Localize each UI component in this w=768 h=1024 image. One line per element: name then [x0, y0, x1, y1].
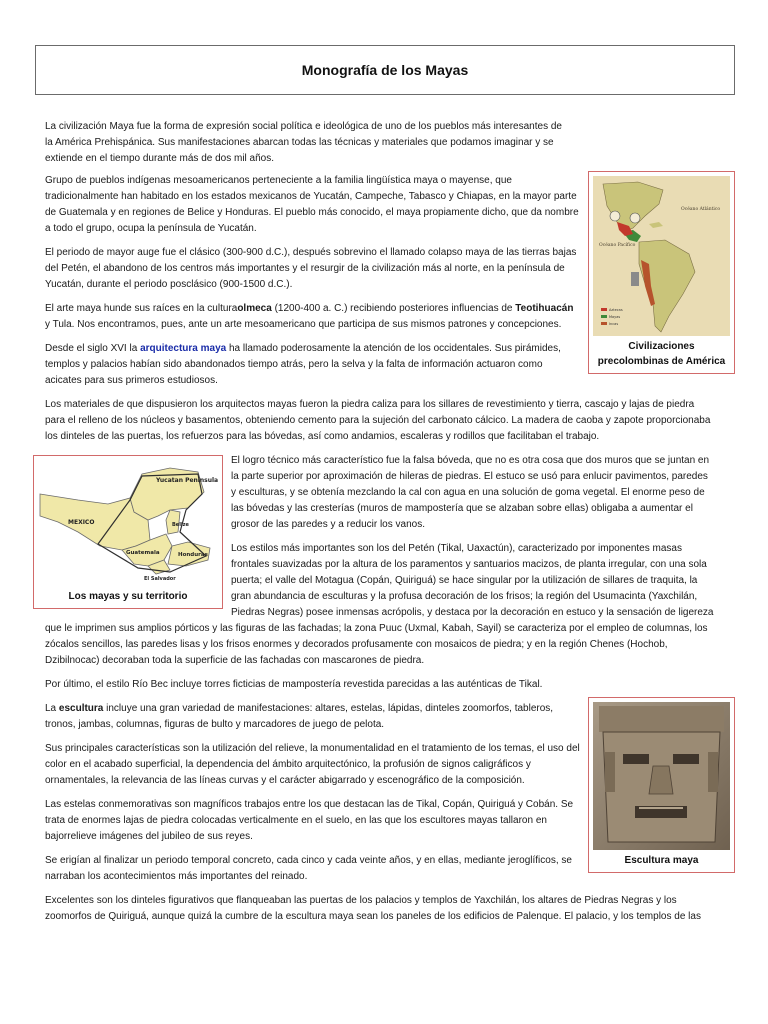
maya-sculpture-icon [593, 702, 730, 850]
term-escultura: escultura [58, 703, 104, 714]
figure-america-map [588, 171, 735, 374]
paragraph-estelas: Las estelas conmemorativas son magníficos trabajos entre los que destacan las de Tikal, Copán, Quiriguá y Cobán. Se trata de enormes lajas de piedra colocadas verticalmente en el suelo, en las que los escultores mayas tallaron en bajorrelieve imágenes del jubileo de sus reyes. [45, 799, 574, 842]
page-title: Monografía de los Mayas [301, 62, 469, 78]
map-americas-icon [593, 176, 730, 336]
paragraph-materiales: Los materiales de que dispusieron los arquitectos mayas fueron la piedra caliza para los sillares de revestimiento y tierra, cascajo y lajas de piedra para el relleno de los núcleos y basamentos, obteniendo cemento para la sujeción del carbonato cálcico. La madera de caoba y zapote proporcionaba los dinteles de las puertas, los refuerzos para las bóvedas, así como andamios, escaleras y rodillos que facilitaban el trabajo. [45, 399, 711, 442]
paragraph-intro: La civilización Maya fue la forma de expresión social política e ideológica de uno de los pueblos más interesantes de la América Prehispánica. Sus manifestaciones abarcan todas las técnicas y materiales que podamos imaginar y se extiende en el tiempo durante más de dos mil años. [45, 121, 562, 164]
legend-aztecas: Aztecas [609, 308, 623, 312]
label-yucatan: Yucatan Peninsula [156, 477, 218, 484]
paragraph-escultura: La escultura incluye una gran variedad de manifestaciones: altares, estelas, lápidas, dinteles zoomorfos, tableros, tronos, jambas, columnas, figuras de bulto y marcadores de juego de pelota. [45, 703, 554, 730]
paragraph-caracteristicas: Sus principales características son la utilización del relieve, la monumentalidad en el tratamiento de los temas, el uso del color en el acabado superficial, la dependencia del ámbito arquitectónico, la profusión de signos caligráficos y ornamentales, la relevancia de las líneas curvas y el carácter abigarrado y escenográfico de la composición. [45, 743, 580, 786]
paragraph-rio-bec: Por último, el estilo Río Bec incluye torres ficticias de mampostería revestida parecidas a las auténticas de Tikal. [45, 679, 543, 690]
map-label-atlantico: Océano Atlántico [681, 207, 721, 212]
paragraph-estilos: Los estilos más importantes son los del Petén (Tikal, Uaxactún), caracterizado por imponentes masas frontales suavizadas por la altura de los paramentos y santuarios macizos, de planta irregular, con una sola puerta; el valle del Motagua (Copán, Quiriguá) se hace singular por la utilización de sillares de traquita, la gran abundancia de esculturas y la profusa decoración de los frisos; la región del Usumacinta (Yaxchilán, Piedras Negras) posee inmensas acrópolis, y destaca por la decoración en estuco y la sensación de ligereza que le imprimen sus amplios pórticos y las figuras de las fachadas; la zona Puuc (Uxmal, Kabah, Sayil) se caracteriza por el empleo de columnas, los zócalos sencillos, las paredes lisas y los frisos enormes y decorados profusamente con mosaicos de piedra; y en la región Chenes (Hochob, Dzibilnocac) decoraban toda la superficie de las fachadas con mascarones de piedra. [45, 543, 714, 666]
label-guatemala: Guatemala [126, 550, 160, 556]
figure-caption: Civilizaciones precolombinas de América [597, 341, 726, 367]
label-mexico: MEXICO [68, 519, 95, 526]
term-teotihuacan: Teotihuacán [515, 303, 574, 314]
map-label-pacifico: Océano Pacífico [599, 243, 636, 248]
term-olmeca: olmeca [237, 303, 272, 314]
figure-sculpture [588, 697, 735, 873]
figure-caption: Escultura maya [624, 855, 699, 866]
legend-mayas: Mayas [609, 315, 621, 319]
article-body [45, 119, 726, 933]
label-salvador: El Salvador [144, 576, 176, 582]
map-maya-territory-icon [38, 460, 218, 586]
paragraph-dinteles: Excelentes son los dinteles figurativos que flanqueaban las puertas de los palacios y templos de Yaxchilán, los altares de Piedras Negras y los zoomorfos de Quiriguá, aunque quizá la cumbre de la escultura maya sean los paneles de los edificios de Palenque. El palacio, y los templos de las [45, 895, 701, 922]
paragraph-arte: El arte maya hunde sus raíces en la culturaolmeca (1200-400 a. C.) recibiendo posteriores influencias de Teotihuacán y Tula. Nos encontramos, pues, ante un arte mesoamericano que participa de sus mismos patrones y concepciones. [45, 303, 574, 330]
label-belize: Belize [172, 522, 189, 528]
label-honduras: Honduras [178, 552, 208, 558]
legend-incas: Incas [609, 322, 619, 326]
figure-maya-territory [33, 455, 223, 609]
paragraph-erigian: Se erigían al finalizar un periodo temporal concreto, cada cinco y cada veinte años, y en ellas, mediante jeroglíficos, se narraban los acontecimientos más importantes del reinado. [45, 855, 572, 882]
paragraph-pueblos: Grupo de pueblos indígenas mesoamericanos perteneciente a la familia lingüística maya o mayense, que tradicionalmente han habitado en los estados mexicanos de Yucatán, Campeche, Tabasco y Chiapas, en la mayor parte de Guatemala y en regiones de Belice y Honduras. El pueblo más conocido, el maya propiamente dicho, que da nombre a todo el grupo, ocupa la península de Yucatán. [45, 175, 579, 234]
paragraph-boveda: El logro técnico más característico fue la falsa bóveda, que no es otra cosa que dos muros que se juntan en la parte superior por aproximación de hileras de piedras. El estuco se usó para enlucir pavimentos, paredes y esculturas, y se obtenía mezclando la cal con agua en una solución de goma vegetal. El enorme peso de las bóvedas y las cresterías (muros de mampostería que se alzaban sobre ellas) obligaba a aumentar el grosor de las paredes y a reducir los vanos. [231, 455, 710, 530]
figure-caption: Los mayas y su territorio [68, 591, 188, 602]
link-arquitectura-maya[interactable]: arquitectura maya [140, 343, 227, 354]
paragraph-arquitectura: Desde el siglo XVI la arquitectura maya ha llamado poderosamente la atención de los occidentales. Sus pirámides, templos y palacios habían sido abandonados tiempo atrás, pero la selva y la falta de información actuaron como acicates para sus primeros estudiosos. [45, 343, 561, 386]
title-box [35, 45, 735, 95]
paragraph-periodo: El periodo de mayor auge fue el clásico (300-900 d.C.), después sobrevino el llamado colapso maya de las tierras bajas del Petén, el abandono de los centros más importantes y el resurgir de la civilización más al norte, en la península de Yucatán, durante el periodo posclásico (900-1500 d.C.). [45, 247, 577, 290]
